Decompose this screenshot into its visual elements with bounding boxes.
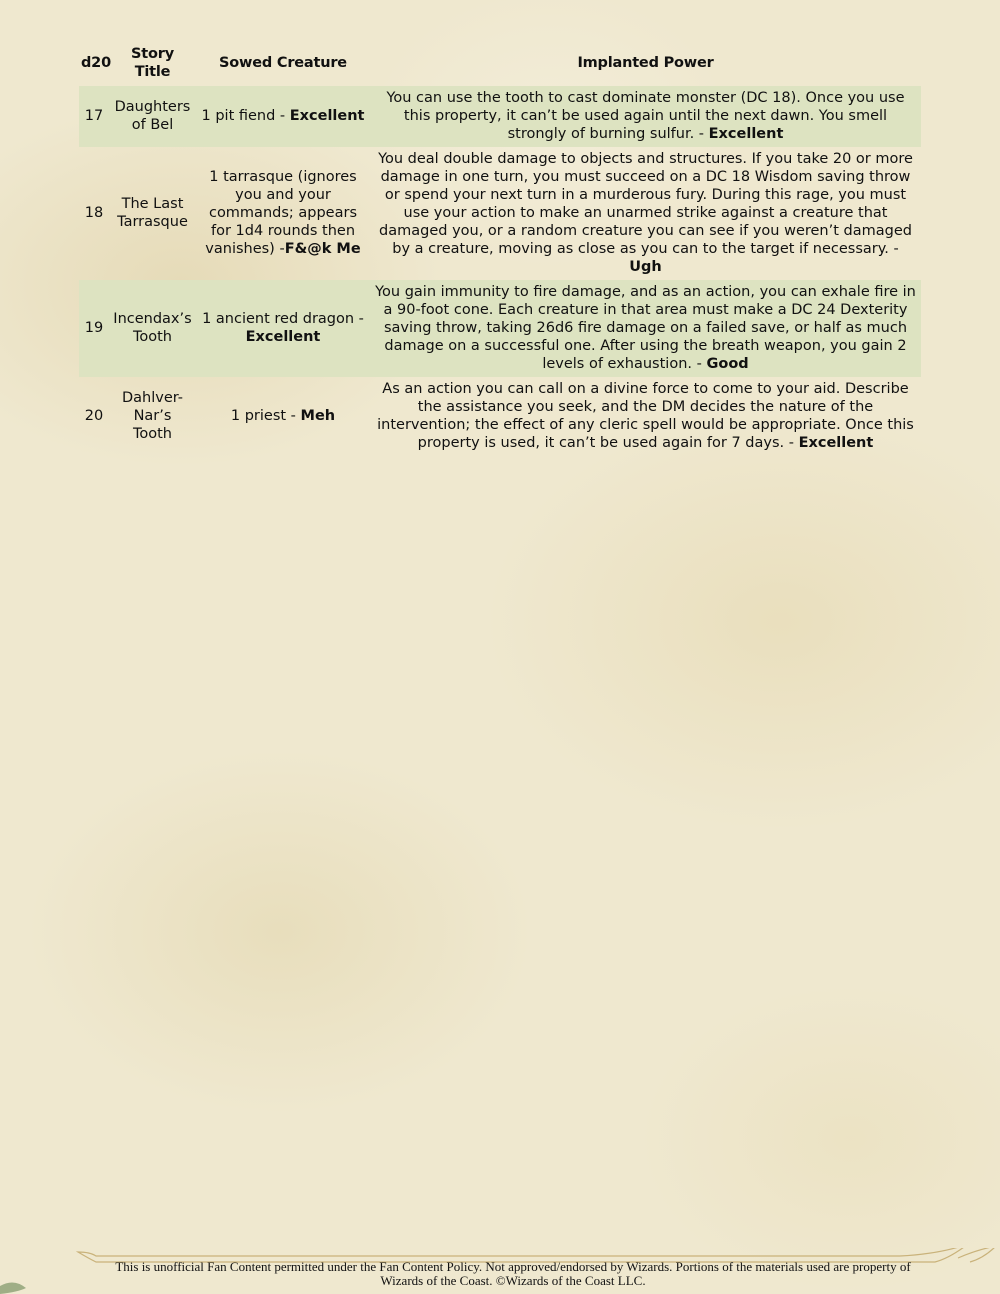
creature-text: 1 ancient red dragon - — [202, 311, 364, 327]
sowed-tooth-table — [79, 41, 921, 456]
creature-rating: F&@k Me — [284, 241, 361, 257]
implanted-power-cell — [370, 86, 921, 147]
power-rating: Good — [706, 356, 749, 372]
table-row — [79, 147, 921, 280]
creature-text: 1 pit fiend - — [201, 108, 290, 124]
sowed-creature-cell — [196, 377, 370, 456]
roll-cell: 17 — [79, 86, 109, 147]
story-title-cell: The Last Tarrasque — [117, 196, 188, 230]
footer-swirl-left — [0, 1282, 26, 1294]
story-title-cell: Daughters of Bel — [109, 86, 196, 147]
creature-rating: Meh — [300, 408, 336, 424]
power-rating: Ugh — [629, 259, 662, 275]
power-text: As an action you can call on a divine force to come to your aid. Describe the assistance you seek, and the DM decides the nature of the intervention; the effect of any cleric spell would be appropriate. Once this property is used, it can’t be used again for 7 days. - — [377, 381, 914, 451]
implanted-power-cell — [370, 147, 921, 280]
table-row — [79, 86, 921, 147]
roll-cell: 20 — [84, 408, 104, 424]
roll-cell: 18 — [84, 205, 104, 221]
header-sowed-creature: Sowed Creature — [219, 55, 347, 71]
footer-swirl-right — [958, 1248, 996, 1262]
creature-rating: Excellent — [289, 108, 365, 124]
roll-cell: 19 — [79, 280, 109, 377]
power-rating: Excellent — [798, 435, 874, 451]
header-implanted-power: Implanted Power — [577, 55, 714, 71]
header-story-title: Story Title — [131, 46, 174, 80]
power-text: You can use the tooth to cast dominate monster (DC 18). Once you use this property, it can’t be used again until the next dawn. You smell strongly of burning sulfur. - — [386, 90, 905, 142]
legal-footer: This is unofficial Fan Content permitted under the Fan Content Policy. Not approved/endorsed by Wizards. Portions of the materials used are property of Wizards of the Coast. ©Wizards of the Coast LLC. — [115, 1259, 911, 1288]
sowed-creature-cell — [196, 86, 370, 147]
creature-text: 1 priest - — [230, 408, 301, 424]
story-title-cell: Dahlver-Nar’s Tooth — [121, 390, 184, 442]
implanted-power-cell — [370, 280, 921, 377]
table-header-row — [79, 41, 921, 86]
sowed-creature-cell — [196, 280, 370, 377]
header-d20: d20 — [81, 55, 111, 71]
power-text: You deal double damage to objects and structures. If you take 20 or more damage in one turn, you must succeed on a DC 18 Wisdom saving throw or spend your next turn in a murderous fury. During this rage, you must use your action to make an unarmed strike against a creature that damaged you, or a random creature you can see if you weren’t damaged by a creature, moving as close as you can to the target if necessary. - — [378, 151, 913, 257]
implanted-power-cell — [370, 377, 921, 456]
table-row — [79, 280, 921, 377]
sowed-creature-cell — [196, 147, 370, 280]
creature-text: 1 tarrasque (ignores you and your commands; appears for 1d4 rounds then vanishes) - — [205, 169, 358, 257]
table-row — [79, 377, 921, 456]
power-rating: Excellent — [708, 126, 784, 142]
creature-rating: Excellent — [245, 329, 321, 345]
story-title-cell: Incendax’s Tooth — [109, 280, 196, 377]
power-text: You gain immunity to fire damage, and as an action, you can exhale fire in a 90-foot cone. Each creature in that area must make a DC 24 Dexterity saving throw, taking 26d6 fire damage on a failed save, or half as much damage on a successful one. After using the breath weapon, you gain 2 levels of exhaustion. - — [375, 284, 916, 372]
